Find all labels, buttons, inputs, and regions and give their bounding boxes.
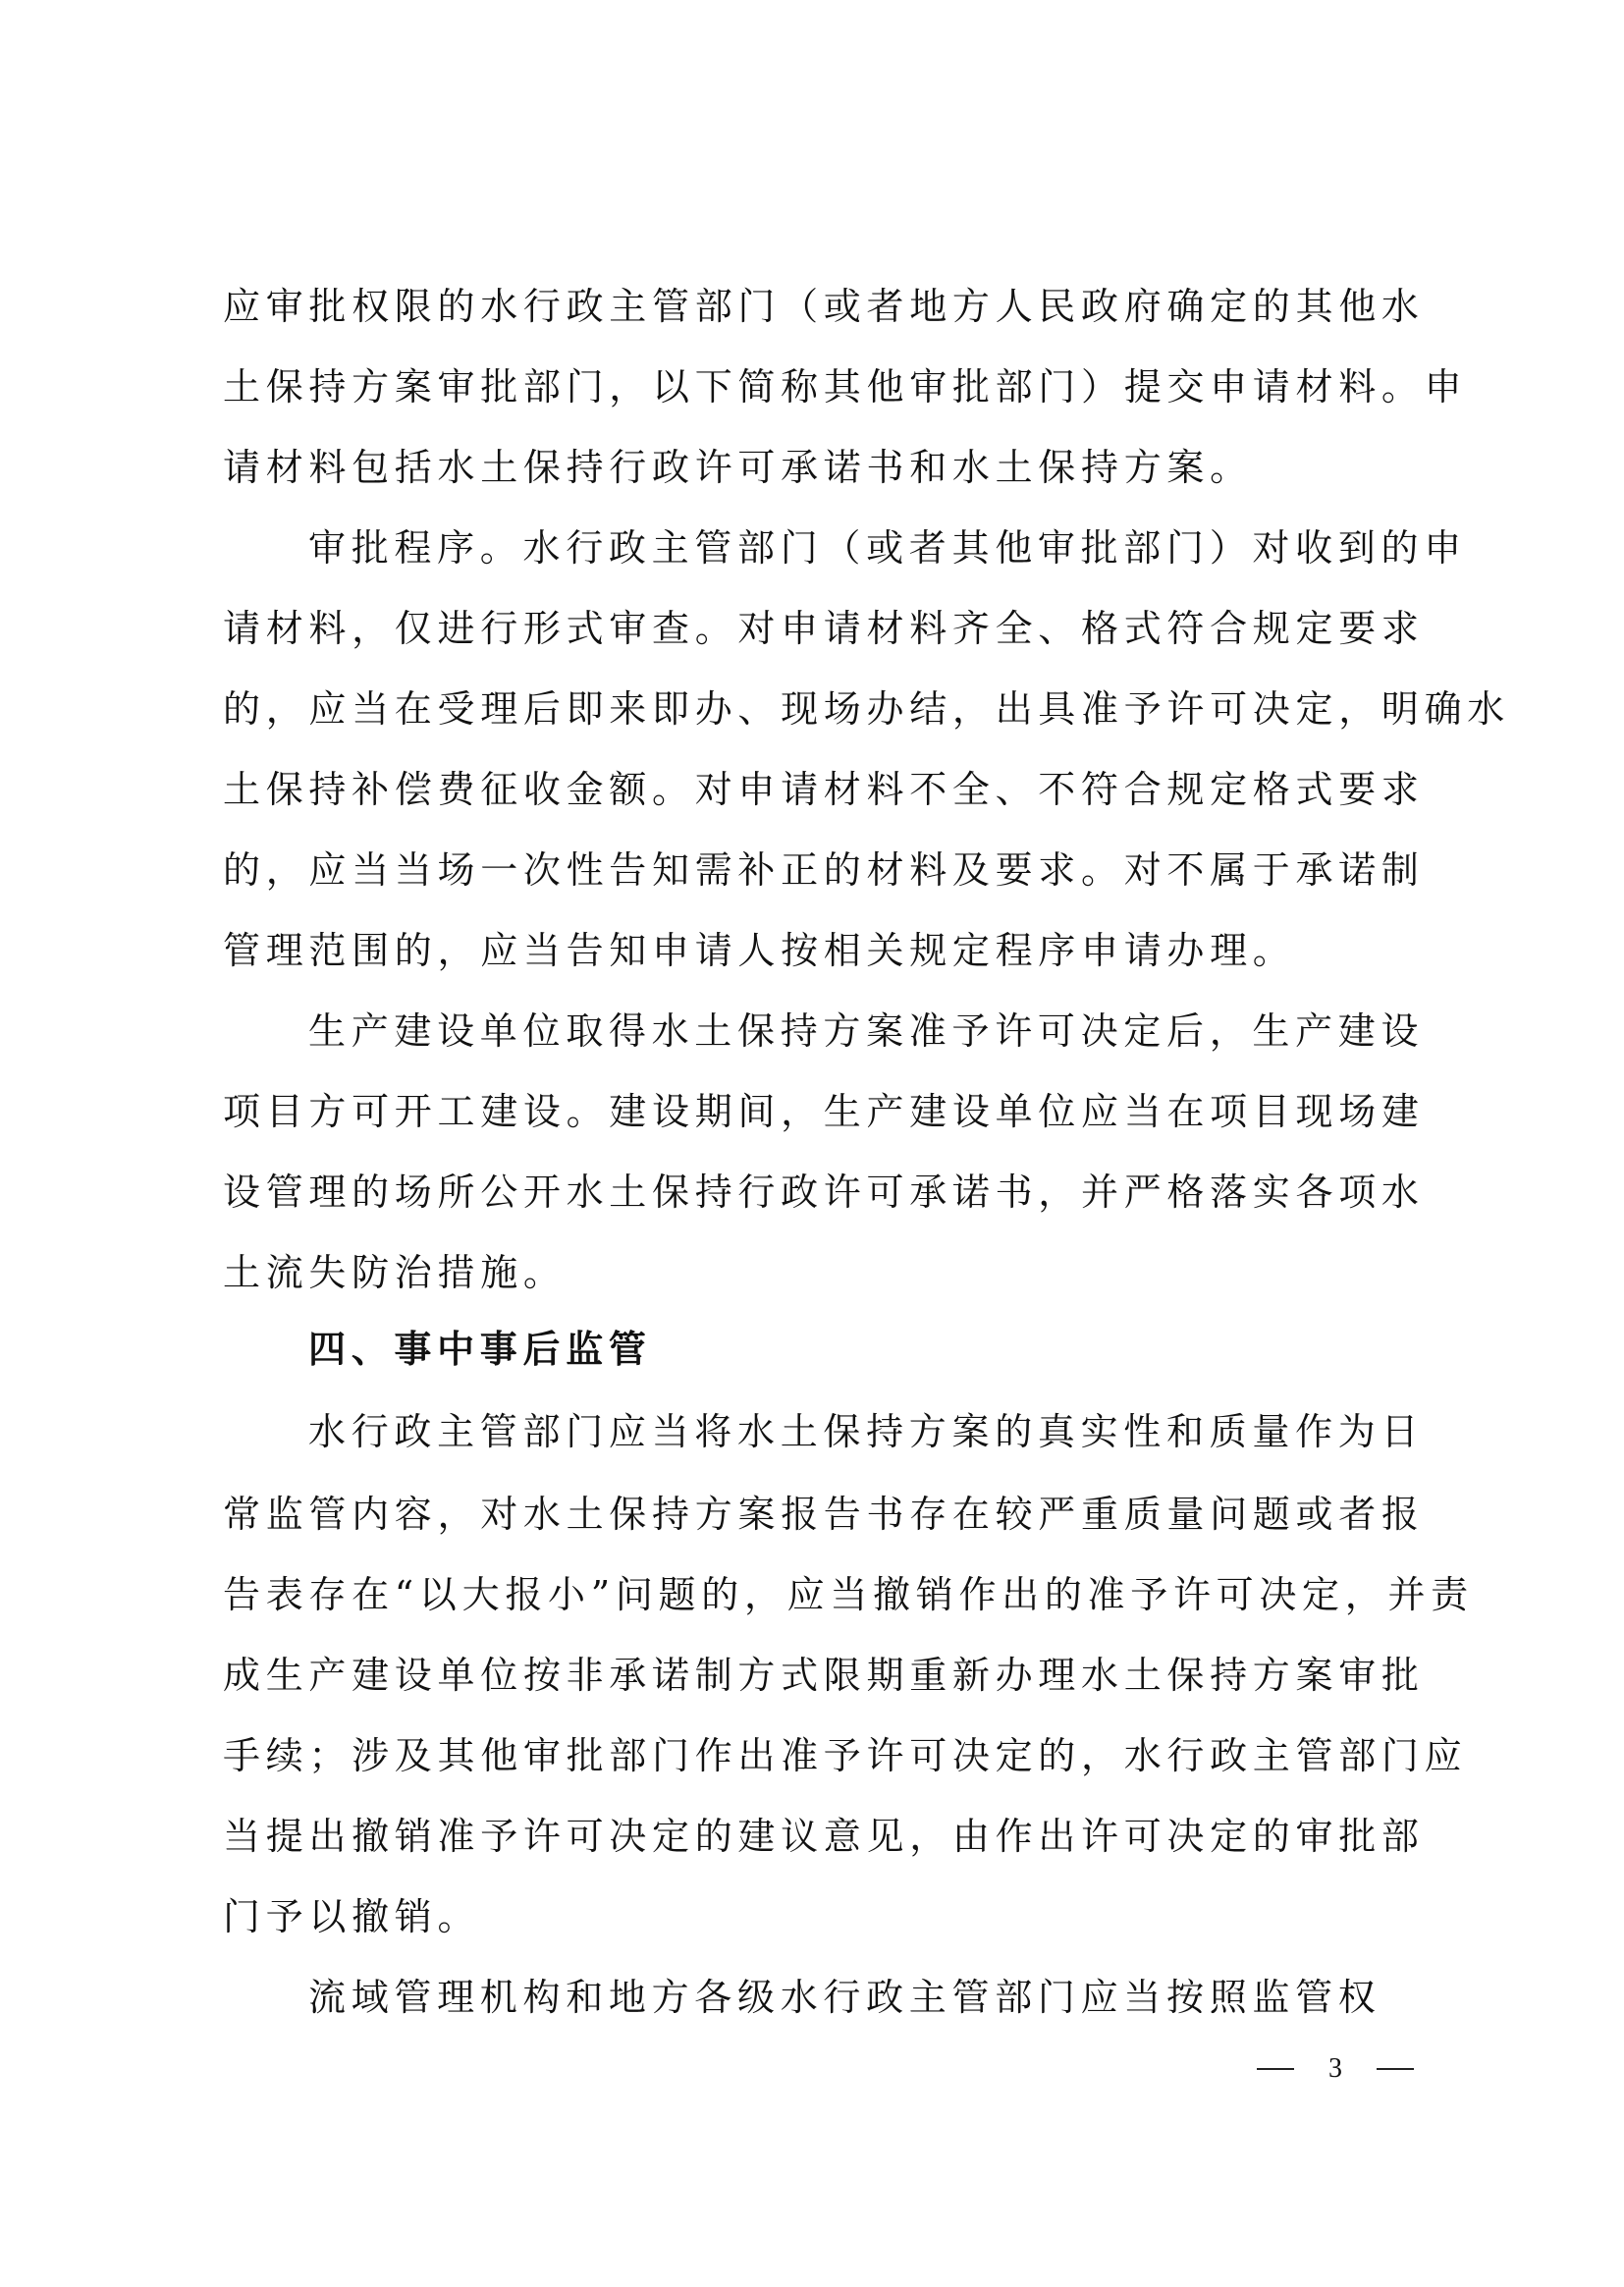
paragraph-line: 请材料包括水土保持行政许可承诺书和水土保持方案。 — [223, 446, 1253, 489]
paragraph-line: 土保持补偿费征收金额。对申请材料不全、不符合规定格式要求 — [223, 768, 1425, 811]
paragraph-line: 应审批权限的水行政主管部门（或者地方人民政府确定的其他水 — [223, 285, 1425, 328]
dash-left — [1257, 2068, 1294, 2070]
paragraph-line: 流域管理机构和地方各级水行政主管部门应当按照监管权 — [308, 1976, 1381, 2019]
paragraph-line: 成生产建设单位按非承诺制方式限期重新办理水土保持方案审批 — [223, 1654, 1425, 1697]
paragraph-line: 项目方可开工建设。建设期间，生产建设单位应当在项目现场建 — [223, 1090, 1425, 1133]
paragraph-line: 当提出撤销准予许可决定的建议意见，由作出许可决定的审批部 — [223, 1815, 1425, 1858]
section-heading: 四、事中事后监管 — [308, 1328, 652, 1371]
paragraph-line: 管理范围的，应当告知申请人按相关规定程序申请办理。 — [223, 929, 1296, 972]
paragraph-line: 水行政主管部门应当将水土保持方案的真实性和质量作为日 — [308, 1410, 1425, 1453]
paragraph-line: 的，应当在受理后即来即办、现场办结，出具准予许可决定，明确水 — [223, 687, 1511, 731]
page-number — [1257, 2054, 1414, 2084]
paragraph-line: 设管理的场所公开水土保持行政许可承诺书，并严格落实各项水 — [223, 1171, 1425, 1214]
paragraph-line: 手续；涉及其他审批部门作出准予许可决定的，水行政主管部门应 — [223, 1734, 1468, 1777]
paragraph-line: 审批程序。水行政主管部门（或者其他审批部门）对收到的申 — [308, 526, 1467, 570]
paragraph-line: 请材料，仅进行形式审查。对申请材料齐全、格式符合规定要求 — [223, 607, 1425, 650]
page-number-value: 3 — [1328, 2053, 1342, 2084]
paragraph-line: 告表存在“以大报小”问题的，应当撤销作出的准予许可决定，并责 — [223, 1573, 1474, 1616]
paragraph-line: 常监管内容，对水土保持方案报告书存在较严重质量问题或者报 — [223, 1493, 1425, 1536]
paragraph-line: 土保持方案审批部门，以下简称其他审批部门）提交申请材料。申 — [223, 365, 1468, 408]
paragraph-line: 生产建设单位取得水土保持方案准予许可决定后，生产建设 — [308, 1009, 1425, 1053]
dash-right — [1377, 2068, 1414, 2070]
paragraph-line: 的，应当当场一次性告知需补正的材料及要求。对不属于承诺制 — [223, 848, 1425, 892]
paragraph-line: 门予以撤销。 — [223, 1895, 481, 1938]
paragraph-line: 土流失防治措施。 — [223, 1251, 567, 1294]
